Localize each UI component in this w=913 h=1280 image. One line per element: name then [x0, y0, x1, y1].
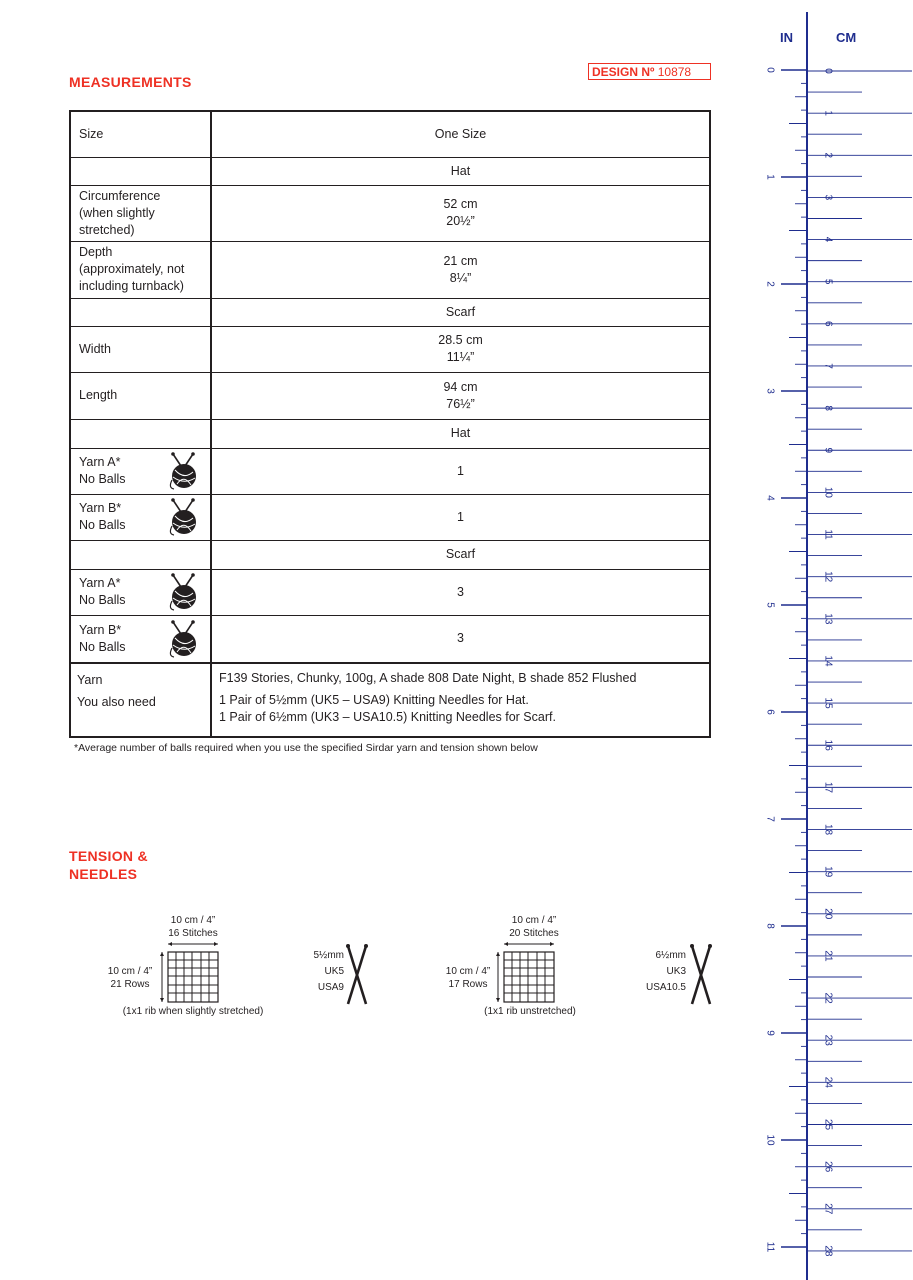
cm-number: 21 [822, 950, 834, 962]
width-value: 28.5 cm 11¼” [211, 326, 710, 372]
cm-number: 3 [822, 194, 834, 201]
also-need-line-1: 1 Pair of 5½mm (UK5 – USA9) Knitting Needles for Hat. [219, 693, 529, 707]
measurements-table [69, 110, 711, 738]
table-row-hat-yarn-b [70, 494, 710, 540]
tension-stitches: 16 Stitches [168, 928, 218, 939]
also-need-label: You also need [77, 695, 156, 709]
tension-width-label: 10 cm / 4” [511, 915, 557, 926]
cm-number: 23 [822, 1034, 834, 1046]
section-scarf: Scarf [211, 298, 710, 326]
knitting-needles-icon [688, 944, 714, 1006]
depth-value: 21 cm 8¼” [211, 241, 710, 298]
ruler [752, 0, 913, 1280]
cm-number: 13 [822, 613, 834, 625]
cm-number: 14 [822, 655, 834, 667]
hat-yarn-a-label: Yarn A* No Balls [70, 448, 211, 494]
table-row-section-scarf [70, 298, 710, 326]
cm-number: 11 [822, 529, 834, 540]
circumference-label: Circumference (when slightly stretched) [70, 185, 211, 241]
tension-note: (1x1 rib unstretched) [484, 1006, 576, 1017]
ruler-in-label: IN [780, 30, 793, 45]
section-scarf-2: Scarf [211, 540, 710, 569]
table-row-section-scarf-2 [70, 540, 710, 569]
ruler-cm-label: CM [836, 30, 857, 45]
table-row-circumference [70, 185, 710, 241]
needle-uk: UK5 [324, 966, 344, 977]
inch-number: 6 [764, 709, 776, 715]
tension-width-label: 10 cm / 4” [170, 915, 216, 926]
cm-number: 9 [822, 447, 834, 454]
scarf-yarn-a-value: 3 [211, 569, 710, 615]
needle-usa: USA9 [317, 982, 344, 993]
hat-yarn-b-label: Yarn B* No Balls [70, 494, 211, 540]
cm-number: 15 [822, 697, 834, 709]
table-row-depth [70, 241, 710, 298]
tension-stitches: 20 Stitches [509, 928, 559, 939]
cm-number: 0 [822, 68, 834, 74]
needle-info-hat [300, 944, 370, 1006]
yarn-labels [70, 663, 211, 737]
tension-note: (1x1 rib when slightly stretched) [122, 1006, 264, 1017]
cm-number: 7 [822, 363, 834, 369]
inch-number: 4 [764, 495, 776, 501]
tension-grid-icon [492, 940, 556, 1004]
cm-number: 16 [822, 739, 834, 751]
cm-number: 19 [822, 866, 834, 878]
also-need-line-2: 1 Pair of 6½mm (UK3 – USA10.5) Knitting Needles for Scarf. [219, 710, 556, 724]
scarf-yarn-a-label: Yarn A* No Balls [70, 569, 211, 615]
table-row-hat-yarn-a [70, 448, 710, 494]
ruler-scale [752, 0, 913, 1280]
table-row-scarf-yarn-a [70, 569, 710, 615]
tension-height-label: 10 cm / 4” [107, 966, 153, 977]
yarn-label: Yarn [77, 673, 103, 687]
cm-number: 12 [822, 571, 834, 583]
inch-number: 9 [764, 1030, 776, 1036]
size-label: Size [70, 111, 211, 157]
tension-diagram-scarf [440, 912, 640, 1022]
tension-diagram-hat [98, 912, 298, 1022]
cm-number: 2 [822, 152, 834, 159]
table-row-width [70, 326, 710, 372]
section-hat-2: Hat [211, 419, 710, 448]
table-row-section-hat-2 [70, 419, 710, 448]
length-label: Length [70, 372, 211, 419]
table-row-yarn [70, 663, 710, 737]
inch-number: 2 [764, 281, 776, 287]
yarn-value: F139 Stories, Chunky, 100g, A shade 808 Date Night, B shade 852 Flushed [219, 671, 637, 685]
inch-number: 3 [764, 388, 776, 394]
table-row-scarf-yarn-b [70, 615, 710, 663]
cm-number: 26 [822, 1161, 834, 1173]
cm-number: 6 [822, 321, 834, 327]
cm-number: 24 [822, 1076, 834, 1088]
design-label: DESIGN Nº [592, 65, 655, 79]
needle-uk: UK3 [666, 966, 686, 977]
cm-number: 10 [822, 486, 834, 498]
yarn-ball-icon [166, 452, 200, 490]
inch-number: 0 [764, 67, 776, 73]
knitting-needles-icon [344, 944, 370, 1006]
inch-number: 7 [764, 816, 776, 822]
yarn-ball-icon [166, 573, 200, 611]
cm-number: 18 [822, 823, 834, 836]
length-value: 94 cm 76½” [211, 372, 710, 419]
cm-number: 5 [822, 278, 834, 285]
cm-number: 28 [822, 1245, 834, 1257]
inch-number: 11 [764, 1241, 776, 1253]
needle-info-scarf [640, 944, 714, 1006]
inch-number: 5 [764, 602, 776, 608]
inch-number: 10 [764, 1134, 776, 1146]
cm-number: 8 [822, 405, 834, 411]
table-row-size [70, 111, 710, 157]
needle-mm: 6½mm [655, 950, 686, 961]
section-hat: Hat [211, 157, 710, 185]
cm-number: 27 [822, 1203, 834, 1215]
needle-usa: USA10.5 [645, 982, 686, 993]
yarn-ball-icon [166, 498, 200, 536]
scarf-yarn-b-label: Yarn B* No Balls [70, 615, 211, 663]
cm-number: 17 [822, 781, 834, 793]
design-number: 10878 [657, 65, 692, 79]
yarn-details [211, 663, 710, 737]
footnote: *Average number of balls required when you use the specified Sirdar yarn and tension shown below [74, 742, 538, 754]
table-row-length [70, 372, 710, 419]
table-row-section-hat [70, 157, 710, 185]
circumference-value: 52 cm 20½” [211, 185, 710, 241]
cm-number: 4 [822, 236, 834, 243]
cm-number: 1 [822, 110, 834, 116]
cm-number: 25 [822, 1118, 834, 1131]
inch-number: 8 [764, 923, 776, 929]
measurements-heading: MEASUREMENTS [69, 74, 192, 90]
tension-rows: 17 Rows [448, 979, 488, 990]
design-number-box [588, 63, 711, 80]
scarf-yarn-b-value: 3 [211, 615, 710, 663]
hat-yarn-a-value: 1 [211, 448, 710, 494]
tension-height-label: 10 cm / 4” [445, 966, 491, 977]
size-value: One Size [211, 111, 710, 157]
tension-grid-icon [156, 940, 220, 1004]
yarn-ball-icon [166, 620, 200, 658]
cm-number: 20 [822, 908, 834, 920]
inch-number: 1 [764, 174, 776, 180]
depth-label: Depth (approximately, not including turnback) [70, 241, 211, 298]
needle-mm: 5½mm [313, 950, 344, 961]
tension-heading: TENSION & NEEDLES [69, 848, 148, 882]
hat-yarn-b-value: 1 [211, 494, 710, 540]
tension-rows: 21 Rows [110, 979, 150, 990]
cm-number: 22 [822, 992, 834, 1004]
width-label: Width [70, 326, 211, 372]
